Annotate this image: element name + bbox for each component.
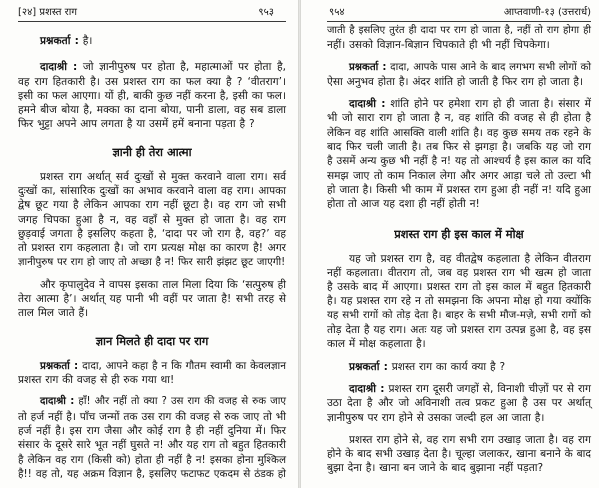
- text-line: उठा देता है और जो अविनाशी तत्व प्रकट हुआ है उस पर अर्थात्: [327, 397, 591, 410]
- text-line: होने के बाद सभी उखाड़ देता है। चूल्हा जलाकर, खाना बनाने के बाद: [327, 448, 591, 461]
- paragraph: [18, 278, 286, 321]
- line-text: जो ज्ञानीपुरुष पर होता है, महात्माओं पर होता है,: [82, 61, 286, 74]
- text-line: लेकिन वह शांति आसक्ति वाली शांति है। वह कुछ समय तक रहने के: [327, 126, 591, 139]
- answer-block: [327, 97, 591, 211]
- speaker-label: प्रश्नकर्ता :: [40, 359, 79, 372]
- line-text: हाँ! और नहीं तो क्या ? उस राग की वजह से रुक जाए: [78, 396, 286, 408]
- right-page-body: [327, 0, 591, 476]
- text-line: है लेकिन वह राग (किसी को) होता ही नहीं है न! इसका होना मुश्किल: [18, 453, 286, 466]
- left-running-header: [18, 4, 286, 22]
- text-line: जाती है इसलिए तुरंत ही दादा पर राग हो जाता है, नहीं तो राग होगा ही: [327, 25, 591, 36]
- right-page: [301, 0, 599, 488]
- speaker-label: दादाश्री :: [349, 98, 386, 111]
- text-line: [327, 382, 591, 396]
- text-line: [18, 34, 286, 48]
- text-line: [327, 61, 591, 75]
- answer-block: [18, 395, 286, 481]
- text-line: ज्ञानीपुरुष पर राग हो जाए तो अच्छा है न! फिर सारी झंझट छूट जाएगी!: [18, 256, 286, 268]
- section-heading: प्रशस्त राग ही इस काल में मोक्ष: [394, 226, 524, 241]
- text-line: ऐसा अनुभव होता है। अंदर शांति हो जाती है फिर राग हो जाता है।: [327, 75, 583, 88]
- section-heading: ज्ञान मिलते ही दादा पर राग: [95, 333, 209, 348]
- text-line: है!! वह तो, यह अक्रम विज्ञान है, इसलिए फटाफट एकदम से ठंडक हो: [18, 467, 286, 480]
- text-line: इसी का फल आएगा। यों ही, बाकी कुछ नहीं करना है, इसी का फल।: [18, 89, 286, 102]
- paragraph: [18, 170, 286, 270]
- text-line: [18, 359, 286, 373]
- text-line: छुड़वाई जगता है इसलिए कहता है, ‘दादा पर जो राग है, वह?’ वह: [18, 227, 286, 240]
- question-block: [327, 61, 591, 90]
- text-line: संसार के दूसरे सारे भूत नहीं घुसते न! और यह राग तो बहुत हितकारी: [18, 439, 286, 452]
- text-line: जगह चिपका हुआ है न, वह वहाँ से मुक्त हो जाता है। वह राग: [18, 213, 286, 226]
- text-line: तेरा आत्मा है’। अर्थात् यह पानी भी वहीं पर जाता है! सभी तरह से: [18, 293, 286, 306]
- text-line: [18, 60, 286, 74]
- text-line: नहीं कहलाता। वीतराग तो, जब वह प्रशस्त राग भी खत्म हो जाता: [327, 266, 591, 279]
- line-text: प्रशस्त राग दूसरी जगहों से, विनाशी चीज़ों पर से राग: [388, 382, 591, 395]
- speaker-label: दादाश्री :: [40, 396, 75, 408]
- text-line: है। यह प्रशस्त राग रहे न तो समझना कि अपना मोक्ष हो गया क्योंकि: [327, 295, 591, 308]
- text-line: बाद फिर चली जाती है। तब फिर से झगड़ा है। जबकि यह जो राग: [327, 141, 591, 154]
- section-heading: ज्ञानी ही तेरा आत्मा: [112, 144, 192, 159]
- text-line: हर्ज नहीं है। इस राग जैसा और कोई राग है ही नहीं दुनिया में। फिर: [18, 424, 286, 437]
- text-line: वह राग हितकारी है। उस प्रशस्त राग का फल क्या है ? ‘वीतराग’।: [18, 75, 286, 88]
- text-line: [18, 395, 286, 409]
- text-line: तो हर्ज नहीं है। पाँच जन्मों तक उस राग की वजह से रुक जाए तो भी: [18, 410, 286, 423]
- question-block: [18, 34, 286, 48]
- speaker-label: प्रश्नकर्ता :: [349, 61, 387, 73]
- text-line: है उसमें अन्य कुछ भी नहीं है न! यह तो आश्चर्य है इस काल का यदि: [327, 155, 591, 168]
- text-line: बुझा देना है। खाना बन जाने के बाद बुझाना नहीं पड़ता?: [327, 462, 544, 475]
- text-line: तोड़ देता है यह राग। अतः यह जो प्रशस्त राग उत्पन्न हुआ है, वह इस: [327, 324, 591, 337]
- speaker-label: दादाश्री :: [40, 61, 78, 74]
- line-text: है।: [82, 35, 93, 47]
- right-running-header: [327, 4, 591, 22]
- question-block: [18, 359, 286, 388]
- text-line: समझ जाए तो काम निकाल लेगा और अगर आड़ा चले तो उल्टा भी: [327, 169, 591, 182]
- line-text: शांति होने पर हमेशा राग हो ही जाता है। संसार में: [390, 98, 591, 111]
- paragraph-continuation: [327, 24, 591, 53]
- text-line: होता तो आज यह दशा ही नहीं होती न!: [327, 198, 480, 211]
- left-page-body: [18, 0, 286, 481]
- text-line: प्रशस्त राग की वजह से ही रुक गया था!: [18, 374, 175, 387]
- text-line: [327, 360, 591, 374]
- text-line: प्रशस्त राग अर्थात् सर्व दुःखों से मुक्त करवाने वाला राग। सर्व: [40, 170, 286, 183]
- text-line: हो जाता है। किसी भी काम में प्रशस्त राग हुआ ही नहीं न! यदि हुआ: [327, 183, 591, 196]
- answer-block: [327, 382, 591, 425]
- text-line: और कृपालुदेव ने वापस इसका ताल मिला दिया कि ‘सत्पुरुष ही: [40, 278, 286, 291]
- text-line: काल में मोक्ष कहलाता है।: [327, 338, 426, 351]
- text-line: द्वेष छूट गया है लेकिन आपका राग नहीं छूटा है। वह राग जो सभी: [18, 199, 286, 212]
- text-line: यह सभी रागों को तोड़ देता है। बाहर के सभी मौज-मज़े, सभी रागों को: [327, 309, 591, 321]
- running-head-title: [२४] प्रशस्त राग: [18, 6, 77, 18]
- text-line: यह जो प्रशस्त राग है, वह वीतद्वेष कहलाता है लेकिन वीतराग: [349, 252, 591, 265]
- question-block: [327, 360, 591, 374]
- text-line: है उसके बाद में आएगा। प्रशस्त राग तो इस काल में बहुत हितकारी: [327, 281, 591, 294]
- line-text: प्रशस्त राग का कार्य क्या है ?: [391, 360, 506, 373]
- text-line: दुःखों का, सांसारिक दुःखों का अभाव करवाने वाला वह राग। आपका: [18, 185, 286, 198]
- text-line: ताल मिल जाते हैं।: [18, 307, 89, 320]
- paragraph: [327, 433, 591, 476]
- page-number: ९५३: [258, 6, 274, 18]
- line-text: दादा, आपके पास आने के बाद लगभग सभी लोगों को: [390, 61, 591, 73]
- speaker-label: दादाश्री :: [349, 382, 385, 395]
- line-text: दादा, आपने कहा है न कि गौतम स्वामी का केवलज्ञान: [82, 359, 287, 372]
- text-line: प्रशस्त राग होने से, वह राग सभी राग उखाड़ जाता है। वह राग: [349, 433, 591, 446]
- text-line: [327, 97, 591, 111]
- text-line: फिर भुट्टा अपने आप लगता है या उसमें हमें बनाना पड़ता है ?: [18, 118, 255, 131]
- text-line: नहीं। उसको विज्ञान-बिज्ञान चिपकाते ही भी नहीं चिपकेगा।: [327, 39, 550, 52]
- left-page: [0, 0, 298, 488]
- text-line: तो प्रशस्त राग कहलाता है। जो राग प्रत्यक्ष मोक्ष का कारण है! अगर: [18, 242, 286, 255]
- answer-block: [18, 60, 286, 131]
- page-number: ९५४: [329, 6, 345, 18]
- text-line: ज्ञानीपुरुष पर राग होने से उसका जल्दी हल आ जाता है।: [327, 411, 545, 424]
- paragraph: [327, 252, 591, 352]
- running-head-title: आप्तवाणी-१३ (उत्तरार्ध): [503, 6, 591, 18]
- speaker-label: प्रश्नकर्ता :: [349, 360, 388, 373]
- speaker-label: प्रश्नकर्ता :: [40, 35, 79, 47]
- text-line: हमने बीज बोया है, मक्का का दाना बोया, पानी डाला, वह सब डाला: [18, 104, 286, 117]
- text-line: भी जो सारा राग हो जाता है न, वह शांति की वजह से ही होता है: [327, 112, 591, 125]
